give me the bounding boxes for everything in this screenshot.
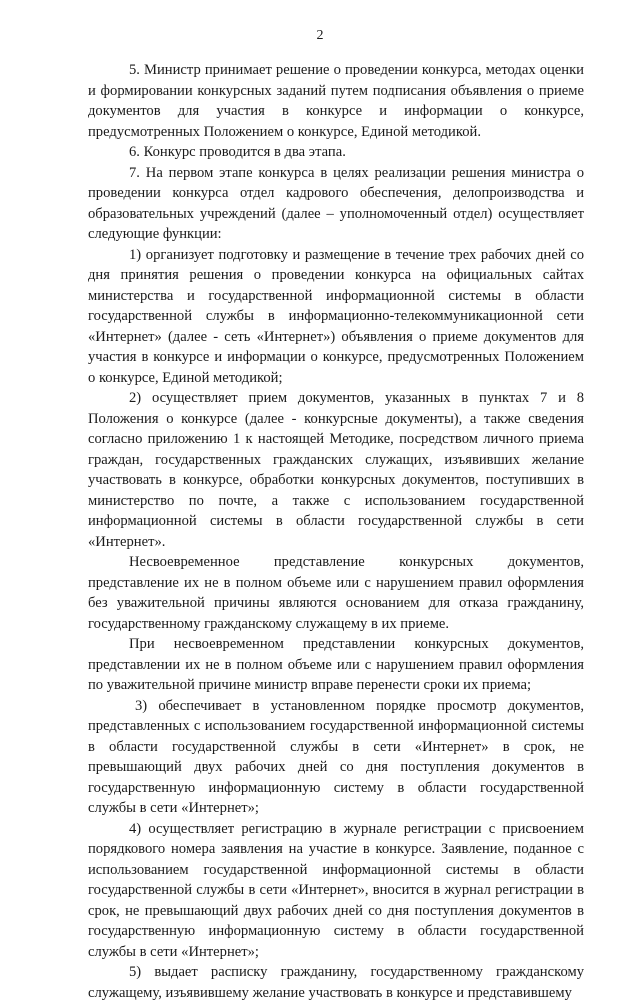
paragraph-7-item-3: 3) обеспечивает в установленном порядке просмотр документов, представленных с использованием государственной информационной системы в области государственной службы в сети «Интернет» в срок, не превышающий двух рабочих дней со дня поступления документов в государственную информационную систему в области государственной службы в сети «Интернет»;	[88, 697, 584, 816]
paragraph-7-item-2: 2) осуществляет прием документов, указанных в пунктах 7 и 8 Положения о конкурсе (далее - конкурсные документы), а также сведения согласно приложению 1 к настоящей Методике, посредством личного приема граждан, государственных гражданских служащих, изъявивших желание участвовать в конкурсе, обработки конкурсных документов, поступивших в министерство по почте, а также с использованием государственной информационной системы в области государственной службы в сети «Интернет».	[88, 390, 584, 550]
paragraph-5: 5. Министр принимает решение о проведении конкурса, методах оценки и формировании конкурсных заданий путем подписания объявления о приеме документов для участия в конкурсе и информации о конкурсе, предусмотренных Положением о конкурсе, Единой методикой.	[88, 62, 584, 140]
paragraph-late-submission-extension: При несвоевременном представлении конкурсных документов, представлении их не в полном объеме или с нарушением правил оформления по уважительной причине министр вправе перенести сроки их приема;	[88, 636, 584, 693]
paragraph-late-submission-refusal: Несвоевременное представление конкурсных документов, представление их не в полном объеме или с нарушением правил оформления без уважительной причины являются основанием для отказа гражданину, государственному гражданскому служащему в их приеме.	[88, 554, 584, 632]
paragraph-7: 7. На первом этапе конкурса в целях реализации решения министра о проведении конкурса отдел кадрового обеспечения, делопроизводства и образовательных учреждений (далее – уполномоченный отдел) осуществляет следующие функции:	[88, 164, 584, 242]
paragraph-6: 6. Конкурс проводится в два этапа.	[129, 144, 346, 160]
document-body	[88, 60, 584, 1003]
paragraph-7-item-1: 1) организует подготовку и размещение в течение трех рабочих дней со дня принятия решения о проведении конкурса на официальных сайтах министерства и государственной информационной системы в области государственной службы в информационно-телекоммуникационной сети «Интернет» (далее - сеть «Интернет») объявления о приеме документов для участия в конкурсе и информации о конкурсе, предусмотренных Положением о конкурсе, Единой методикой;	[88, 246, 584, 386]
paragraph-7-item-4: 4) осуществляет регистрацию в журнале регистрации с присвоением порядкового номера заявления на участие в конкурсе. Заявление, поданное с использованием государственной информационной системы в области государственной службы в сети «Интернет», вносится в журнал регистрации в срок, не превышающий двух рабочих дней со дня поступления документов в государственную информационную систему в области государственной службы в сети «Интернет»;	[88, 820, 584, 960]
page-number: 2	[316, 28, 324, 43]
paragraph-7-item-5: 5) выдает расписку гражданину, государственному гражданскому служащему, изъявившему желание участвовать в конкурсе и представившему	[88, 964, 584, 1001]
